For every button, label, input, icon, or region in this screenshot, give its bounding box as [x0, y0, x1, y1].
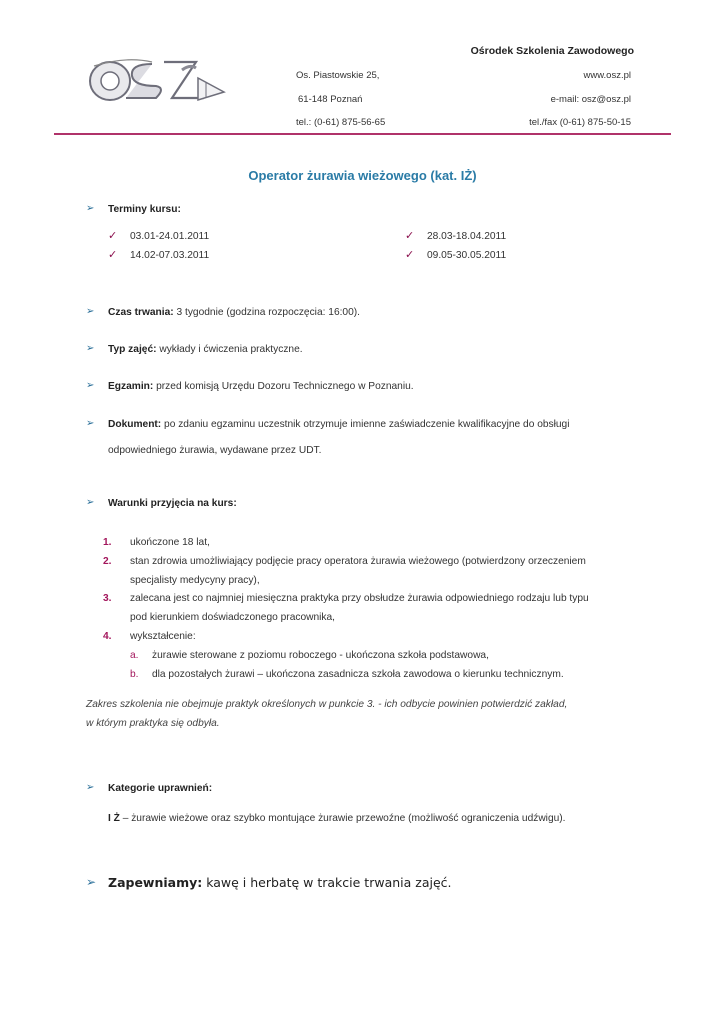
- list-item-cont: specjalisty medycyny pracy),: [130, 575, 260, 586]
- logo: [86, 56, 231, 106]
- fax: tel./fax (0-61) 875-50-15: [529, 117, 631, 128]
- list-item: zalecana jest co najmniej miesięczna praktyka przy obsłudze żurawia odpowiedniego rodzaju lub typu: [130, 593, 589, 604]
- sub-list-item: żurawie sterowane z poziomu roboczego - ukończona szkoła podstawowa,: [152, 650, 489, 661]
- list-item: wykształcenie:: [130, 631, 196, 642]
- category-text: – żurawie wieżowe oraz szybko montujące żurawie przewoźne (możliwość ograniczenia udźwigu).: [119, 813, 566, 824]
- bullet-arrow-icon: ➢: [86, 343, 95, 354]
- list-item-cont: pod kierunkiem doświadczonego pracownika,: [130, 612, 335, 623]
- class-type-label: Typ zajęć:: [108, 344, 157, 355]
- exam-text: przed komisją Urzędu Dozoru Technicznego w Poznaniu.: [153, 381, 414, 392]
- document-text: po zdaniu egzaminu uczestnik otrzymuje imienne zaświadczenie kwalifikacyjne do obsługi: [161, 419, 570, 430]
- check-icon: ✓: [405, 249, 415, 261]
- bullet-arrow-icon: ➢: [86, 380, 95, 391]
- document-label: Dokument:: [108, 419, 162, 430]
- website-link[interactable]: www.osz.pl: [583, 70, 631, 81]
- provide-label: Zapewniamy:: [108, 875, 203, 890]
- duration-label: Czas trwania:: [108, 307, 174, 318]
- phone: tel.: (0-61) 875-56-65: [296, 117, 386, 128]
- bullet-arrow-icon: ➢: [86, 875, 97, 889]
- list-number: 1.: [103, 537, 112, 548]
- list-item: stan zdrowia umożliwiający podjęcie pracy operatora żurawia wieżowego (potwierdzony orzeczeniem: [130, 556, 586, 567]
- duration: [108, 307, 360, 318]
- bullet-arrow-icon: ➢: [86, 497, 95, 508]
- check-icon: ✓: [108, 249, 118, 261]
- duration-text: 3 tygodnie (godzina rozpoczęcia: 16:00).: [173, 307, 360, 318]
- term-date: 14.02-07.03.2011: [130, 250, 210, 261]
- exam: [108, 381, 414, 392]
- provide: [108, 875, 452, 890]
- term-date: 03.01-24.01.2011: [130, 231, 210, 242]
- term-date: 28.03-18.04.2011: [427, 231, 507, 242]
- categories-label: Kategorie uprawnień:: [108, 783, 213, 794]
- exam-label: Egzamin:: [108, 381, 154, 392]
- term-date: 09.05-30.05.2011: [427, 250, 507, 261]
- list-number: 4.: [103, 631, 112, 642]
- provide-text: kawę i herbatę w trakcie trwania zajęć.: [202, 875, 452, 890]
- document: [108, 419, 569, 430]
- note-line1: Zakres szkolenia nie obejmuje praktyk określonych w punkcie 3. - ich odbycie powinien potwierdzić zakład,: [86, 699, 568, 710]
- class-type-text: wykłady i ćwiczenia praktyczne.: [156, 344, 303, 355]
- category-code: I Ż: [108, 813, 120, 824]
- check-icon: ✓: [108, 230, 118, 242]
- category-description: [108, 813, 566, 824]
- terms-label: Terminy kursu:: [108, 204, 181, 215]
- sub-list-letter: b.: [130, 669, 139, 680]
- class-type: [108, 344, 303, 355]
- page-title: Operator żurawia wieżowego (kat. IŻ): [248, 168, 477, 183]
- address-line1: Os. Piastowskie 25,: [296, 70, 380, 81]
- email-link[interactable]: e-mail: osz@osz.pl: [550, 94, 631, 105]
- sub-list-letter: a.: [130, 650, 139, 661]
- document-text-cont: odpowiedniego żurawia, wydawane przez UDT.: [108, 445, 322, 456]
- bullet-arrow-icon: ➢: [86, 203, 95, 214]
- conditions-label: Warunki przyjęcia na kurs:: [108, 498, 237, 509]
- bullet-arrow-icon: ➢: [86, 306, 95, 317]
- list-item: ukończone 18 lat,: [130, 537, 210, 548]
- header-divider: [54, 133, 671, 135]
- logo-graphic: [86, 56, 231, 106]
- sub-list-item: dla pozostałych żurawi – ukończona zasadnicza szkoła zawodowa o kierunku technicznym.: [152, 669, 564, 680]
- note-line2: w którym praktyka się odbyła.: [86, 718, 220, 729]
- check-icon: ✓: [405, 230, 415, 242]
- bullet-arrow-icon: ➢: [86, 782, 95, 793]
- org-name: Ośrodek Szkolenia Zawodowego: [470, 45, 634, 57]
- list-number: 3.: [103, 593, 112, 604]
- address-line2: 61-148 Poznań: [298, 94, 363, 105]
- list-number: 2.: [103, 556, 112, 567]
- bullet-arrow-icon: ➢: [86, 418, 95, 429]
